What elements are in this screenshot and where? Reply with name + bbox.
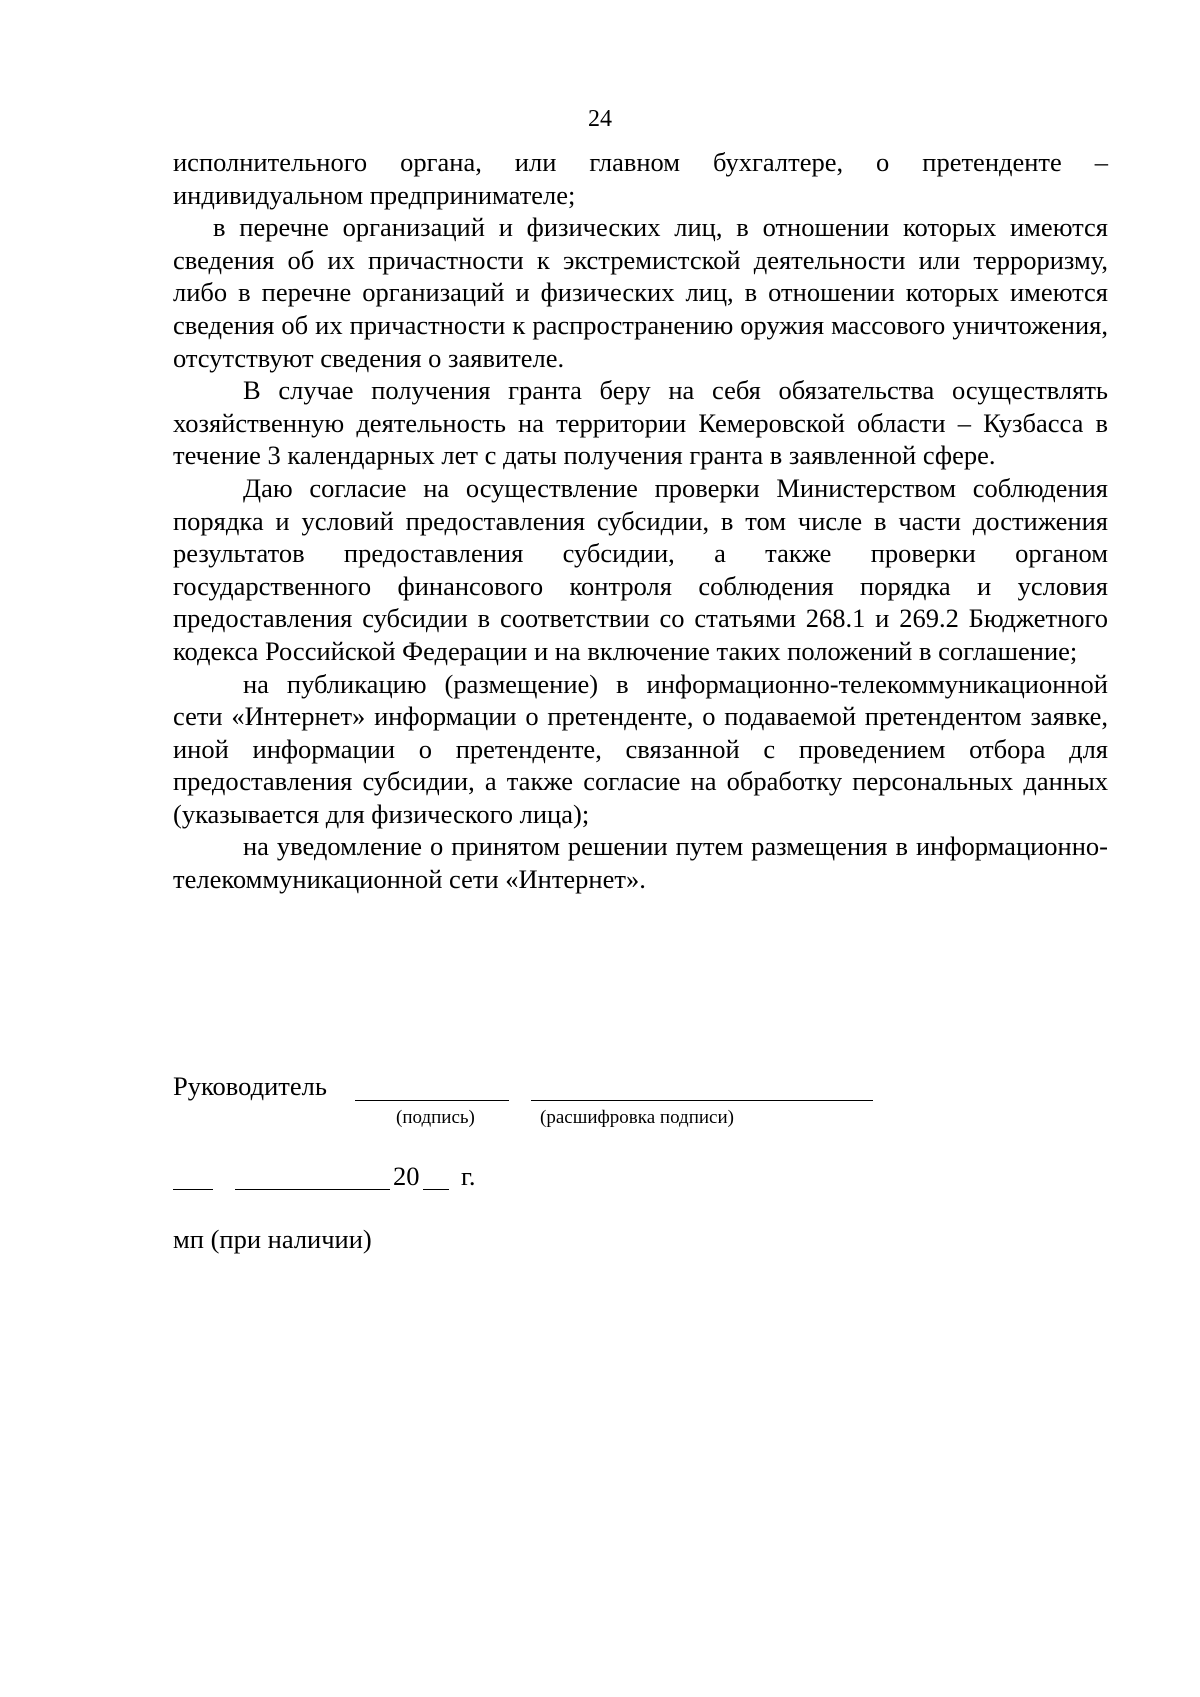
signature-caption: (подпись) xyxy=(396,1107,475,1128)
signature-decode-caption: (расшифровка подписи) xyxy=(540,1107,734,1128)
stamp-note: мп (при наличии) xyxy=(173,1224,372,1254)
date-day-line xyxy=(173,1189,213,1190)
date-row xyxy=(173,1160,573,1200)
signature-row xyxy=(173,1070,933,1110)
date-century: 20 xyxy=(393,1161,420,1191)
signature-decode-line xyxy=(531,1100,873,1101)
date-month-line xyxy=(235,1189,390,1190)
signature-label: Руководитель xyxy=(173,1071,327,1101)
paragraph-consent-verification: Даю согласие на осуществление проверки Министерством соблюдения порядка и условий предоставления субсидии, в том числе в части достижения результатов предоставления субсидии, а также проверки органом государственного финансового контроля соблюдения порядка и условия предоставления субсидии в соответствии со статьями 268.1 и 269.2 Бюджетного кодекса Российской Федерации и на включение таких положений в соглашение; xyxy=(173,472,1108,666)
paragraph-grant-obligation: В случае получения гранта беру на себя обязательства осуществлять хозяйственную деятельность на территории Кемеровской области – Кузбасса в течение 3 календарных лет с даты получения гранта в заявленной сфере. xyxy=(173,375,1108,471)
date-year-line xyxy=(423,1189,449,1190)
date-year-suffix: г. xyxy=(461,1161,476,1191)
paragraph-consent-publication: на публикацию (размещение) в информационно-телекоммуникационной сети «Интернет» информации о претенденте, о подаваемой претендентом заявке, иной информации о претенденте, связанной с проведением отбора для предоставления субсидии, а также согласие на обработку персональных данных (указывается для физического лица); xyxy=(173,668,1108,829)
paragraph-consent-notification: на уведомление о принятом решении путем размещения в информационно-телекоммуникационной сети «Интернет». xyxy=(173,831,1108,895)
paragraph-continuation: исполнительного органа, или главном бухгалтере, о претенденте – индивидуальном предпринимателе; xyxy=(173,147,1108,210)
signature-line xyxy=(355,1100,509,1101)
page-number: 24 xyxy=(588,106,612,132)
paragraph-extremism-lists: в перечне организаций и физических лиц, в отношении которых имеются сведения об их причастности к экстремистской деятельности или терроризму, либо в перечне организаций и физических лиц, в отношении которых имеются сведения об их причастности к распространению оружия массового уничтожения, отсутствуют сведения о заявителе. xyxy=(173,212,1108,373)
document-body xyxy=(173,146,1108,896)
